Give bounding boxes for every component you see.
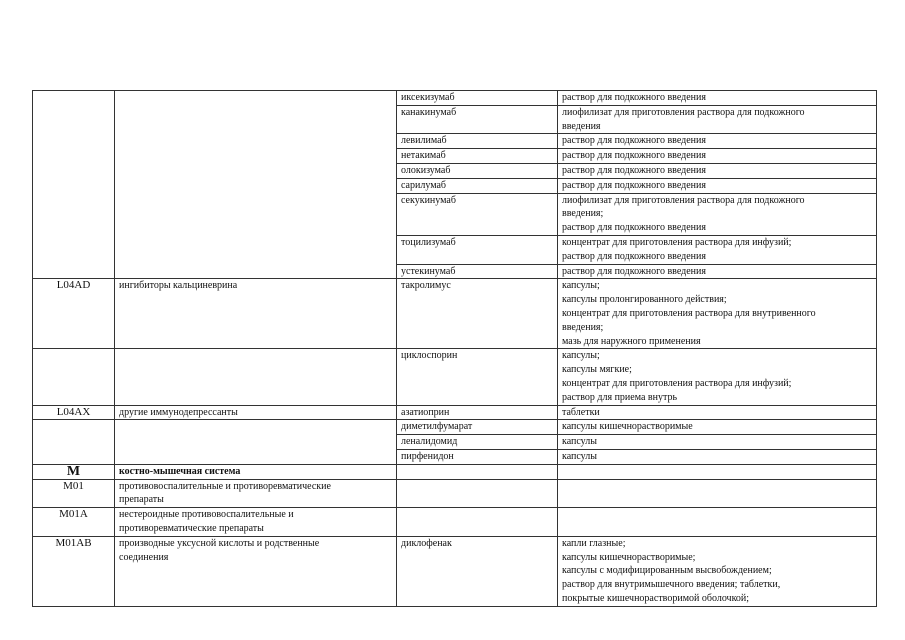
drug-name-cell: левилимаб [397, 134, 558, 149]
table-body [33, 91, 877, 607]
cell-line: раствор для подкожного введения [562, 135, 706, 147]
group-name-cell [115, 349, 397, 405]
drug-name-cell: канакинумаб [397, 105, 558, 134]
cell-line: концентрат для приготовления раствора для инфузий; [562, 236, 792, 248]
table-row [33, 464, 877, 479]
drug-name-cell [397, 479, 558, 508]
cell-line: противовоспалительные и противоревматические [119, 480, 331, 492]
cell-line: раствор для подкожного введения [562, 250, 706, 262]
drug-name-cell: нетакимаб [397, 149, 558, 164]
dosage-forms-cell [558, 420, 877, 435]
atc-code-cell [33, 91, 115, 279]
dosage-forms-cell [558, 405, 877, 420]
group-name-cell [115, 536, 397, 606]
cell-line: капли глазные; [562, 537, 626, 549]
cell-line: таблетки [562, 406, 600, 418]
group-name-cell [115, 91, 397, 279]
cell-line: капсулы кишечнорастворимые [562, 421, 693, 433]
cell-line: мазь для наружного применения [562, 335, 701, 347]
cell-line: раствор для подкожного введения [562, 265, 706, 277]
cell-line: раствор для подкожного введения [562, 92, 706, 103]
cell-line: покрытые кишечнорастворимой оболочкой; [562, 592, 750, 604]
cell-line: капсулы [562, 450, 597, 462]
dosage-forms-cell [558, 349, 877, 405]
cell-line: соединения [119, 551, 169, 563]
table-row [33, 349, 877, 405]
group-name-cell [115, 279, 397, 349]
group-name-cell [115, 464, 397, 479]
dosage-forms-cell [558, 435, 877, 450]
atc-code-cell [33, 349, 115, 405]
cell-line: раствор для подкожного введения [562, 164, 706, 176]
table-row [33, 420, 877, 435]
cell-line: концентрат для приготовления раствора для инфузий; [562, 377, 792, 389]
drug-name-cell [397, 464, 558, 479]
cell-line: введения; [562, 208, 604, 220]
dosage-forms-cell [558, 479, 877, 508]
atc-code-cell [33, 420, 115, 464]
cell-line: производные уксусной кислоты и родственные [119, 537, 320, 549]
dosage-forms-cell [558, 508, 877, 537]
cell-line: введения [562, 120, 601, 132]
cell-line: капсулы; [562, 350, 600, 362]
group-name-cell [115, 420, 397, 464]
table-row [33, 536, 877, 606]
dosage-forms-cell [558, 279, 877, 349]
atc-code-cell: L04AD [33, 279, 115, 349]
drug-name-cell: циклоспорин [397, 349, 558, 405]
table-row [33, 405, 877, 420]
table-row [33, 479, 877, 508]
cell-line: концентрат для приготовления раствора для внутривенного [562, 307, 816, 319]
cell-line: раствор для подкожного введения [562, 150, 706, 162]
cell-line: препараты [119, 494, 164, 506]
drug-name-cell: азатиоприн [397, 405, 558, 420]
drug-name-cell: диклофенак [397, 536, 558, 606]
cell-line: капсулы кишечнорастворимые; [562, 551, 696, 563]
group-name-cell [115, 508, 397, 537]
atc-code-cell: L04AX [33, 405, 115, 420]
cell-line: нестероидные противовоспалительные и [119, 509, 294, 521]
dosage-forms-cell [558, 193, 877, 235]
dosage-forms-cell [558, 536, 877, 606]
dosage-forms-cell [558, 178, 877, 193]
dosage-forms-cell [558, 464, 877, 479]
drug-name-cell: сарилумаб [397, 178, 558, 193]
drug-name-cell: секукинумаб [397, 193, 558, 235]
dosage-forms-cell [558, 449, 877, 464]
cell-line: раствор для подкожного введения [562, 222, 706, 234]
group-name-cell [115, 405, 397, 420]
dosage-forms-cell [558, 91, 877, 106]
table-row [33, 279, 877, 349]
table-row [33, 508, 877, 537]
drug-name-cell: олокизумаб [397, 163, 558, 178]
cell-line: капсулы с модифицированным высвобождением; [562, 565, 772, 577]
drug-name-cell: устекинумаб [397, 264, 558, 279]
cell-line: капсулы; [562, 280, 600, 292]
drug-name-cell: такролимус [397, 279, 558, 349]
dosage-forms-cell [558, 105, 877, 134]
cell-line: противоревматические препараты [119, 522, 264, 534]
dosage-forms-cell [558, 149, 877, 164]
drug-name-cell: диметилфумарат [397, 420, 558, 435]
cell-line: капсулы пролонгированного действия; [562, 294, 727, 306]
cell-line: капсулы мягкие; [562, 364, 632, 376]
drug-name-cell: пирфенидон [397, 449, 558, 464]
atc-code-cell: M01A [33, 508, 115, 537]
dosage-forms-cell [558, 134, 877, 149]
cell-line: раствор для подкожного введения [562, 179, 706, 191]
cell-line: лиофилизат для приготовления раствора для подкожного [562, 194, 805, 206]
drug-table [32, 90, 877, 607]
group-name-cell [115, 479, 397, 508]
cell-line: лиофилизат для приготовления раствора для подкожного [562, 106, 805, 118]
cell-line: капсулы [562, 436, 597, 448]
drug-name-cell: иксекизумаб [397, 91, 558, 106]
dosage-forms-cell [558, 163, 877, 178]
atc-code-cell: M01 [33, 479, 115, 508]
dosage-forms-cell [558, 235, 877, 264]
atc-code-cell: M [33, 464, 115, 479]
cell-line: ингибиторы кальциневрина [119, 280, 238, 292]
cell-line: раствор для приема внутрь [562, 391, 678, 403]
atc-code-cell: M01AB [33, 536, 115, 606]
cell-line: костно-мышечная система [119, 465, 241, 477]
table-row [33, 91, 877, 106]
drug-name-cell: леналидомид [397, 435, 558, 450]
drug-name-cell [397, 508, 558, 537]
cell-line: раствор для внутримышечного введения; таблетки, [562, 579, 781, 591]
dosage-forms-cell [558, 264, 877, 279]
cell-line: другие иммунодепрессанты [119, 406, 238, 418]
drug-name-cell: тоцилизумаб [397, 235, 558, 264]
cell-line: введения; [562, 321, 604, 333]
